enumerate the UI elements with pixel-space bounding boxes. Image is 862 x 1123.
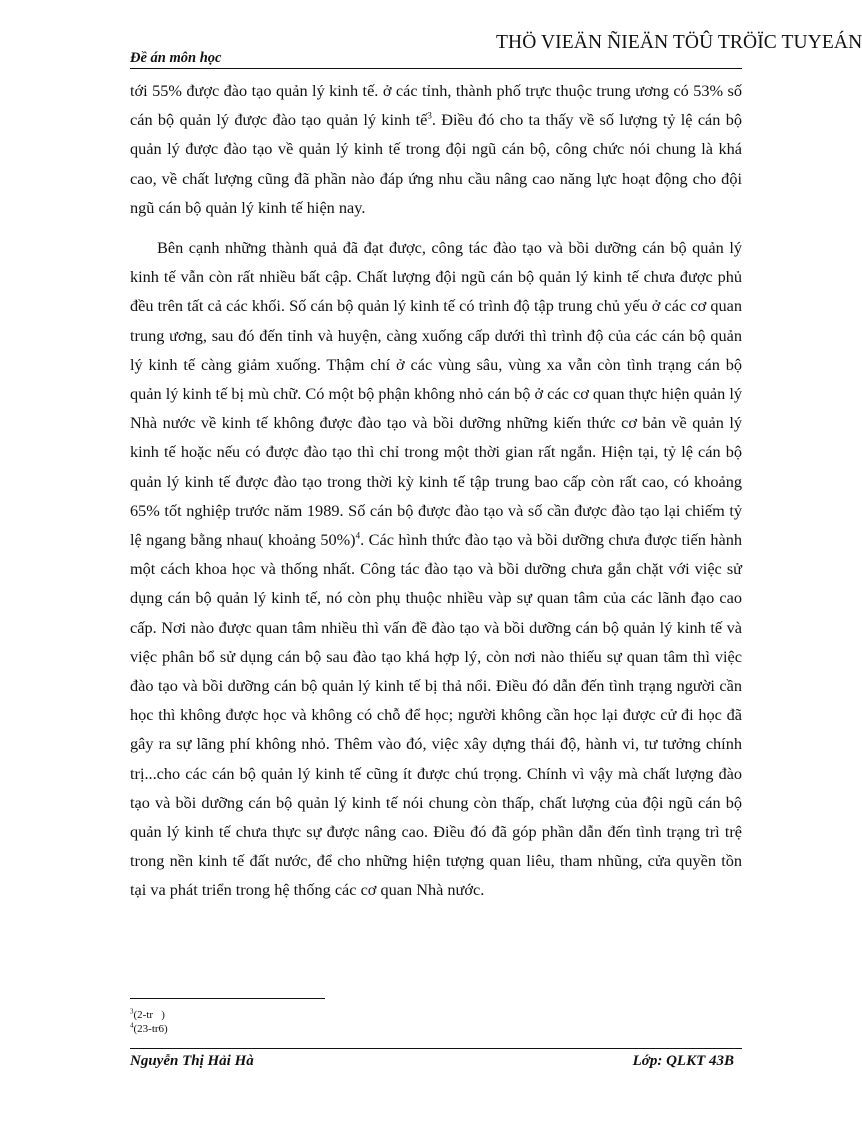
header-divider — [130, 68, 742, 69]
footer-author: Nguyễn Thị Hải Hà — [130, 1053, 254, 1069]
footnote-divider — [130, 998, 325, 999]
paragraph-1 — [130, 76, 742, 222]
footnote-mark: 4 — [130, 1021, 134, 1030]
footnote-item — [130, 1008, 168, 1022]
footnote-text: (23-tr6) — [133, 1023, 168, 1035]
watermark-text: THÖ VIEÄN ÑIEÄN TÖÛ TRÖÏC TUYEÁN — [496, 32, 862, 53]
footnote-item — [130, 1022, 168, 1036]
footer-divider — [130, 1048, 742, 1049]
paragraph-2 — [130, 233, 742, 905]
paragraph-2-text: Bên cạnh những thành quả đã đạt được, công tác đào tạo và bồi dưỡng cán bộ quản lý kinh tế vẫn còn rất nhiều bất cập. Chất lượng đội ngũ cán bộ quản lý kinh tế chưa được phủ đều trên tất cả các khối. Số cán bộ quản lý kinh tế có trình độ tập trung chủ yếu ở các cơ quan trung ương, sau đó đến tỉnh và huyện, càng xuống cấp dưới thì trình độ của các cán bộ quản lý kinh tế càng giảm xuống. Thậm chí ở các vùng sâu, vùng xa vẫn còn tình trạng cán bộ quản lý kinh tế bị mù chữ. Có một bộ phận không nhỏ cán bộ ở các cơ quan thực hiện quản lý Nhà nước về kinh tế không được đào tạo và bồi dưỡng những kiến thức cơ bản về quản lý kinh tế hoặc nếu có được đào tạo thì chỉ trong một thời gian rất ngắn. Hiện tại, tỷ lệ cán bộ quản lý kinh tế được đào tạo trong thời kỳ kinh tế tập trung bao cấp còn rất cao, có khoảng 65% tốt nghiệp trước năm 1989. Số cán bộ được đào tạo và số cần được đào tạo lại chiếm tỷ lệ ngang bằng nhau( khoảng 50%) — [130, 238, 742, 550]
paragraph-2-text-cont: . Các hình thức đào tạo và bồi dưỡng chưa được tiến hành một cách khoa học và thống nhất. Công tác đào tạo và bồi dưỡng chưa gắn chặt với việc sử dụng cán bộ quản lý kinh tế, nó còn phụ thuộc nhiều vàp sự quan tâm của các lãnh đạo cao cấp. Nơi nào được quan tâm nhiều thì vấn đề đào tạo và bồi dưỡng cán bộ quản lý kinh tế và việc phân bổ sử dụng cán bộ sau đào tạo khá hợp lý, còn nơi nào thiếu sự quan tâm thì việc đào tạo và bồi dưỡng cán bộ quản lý kinh tế bị thả nổi. Điều đó dẫn đến tình trạng người cần học thì không được học và không có chỗ để học; người không cần học lại được cử đi học đã gây ra sự lãng phí không nhỏ. Thêm vào đó, việc xây dựng thái độ, hành vi, tư tưởng chính trị...cho các cán bộ quản lý kinh tế cũng ít được chú trọng. Chính vì vậy mà chất lượng đào tạo và bồi dưỡng cán bộ quản lý kinh tế nói chung còn thấp, chất lượng của đội ngũ cán bộ quản lý kinh tế chưa thực sự được nâng cao. Điều đó đã góp phần dẫn đến tình trạng trì trệ trong nền kinh tế đất nước, để cho những hiện tượng quan liêu, tham nhũng, cửa quyền tồn tại va phát triển trong hệ thống các cơ quan Nhà nước. — [130, 530, 743, 900]
paragraph-1-text: tới 55% được đào tạo quản lý kinh tế. ở các tỉnh, thành phố trực thuộc trung ương có 53% số cán bộ quản lý được đào tạo quản lý kinh tế — [130, 81, 742, 130]
paragraph-1-text-cont: . Điều đó cho ta thấy về số lượng tỷ lệ cán bộ quản lý được đào tạo về quản lý kinh tế trong đội ngũ cán bộ, công chức nói chung là khá cao, về chất lượng cũng đã phần nào đáp ứng nhu cầu nâng cao năng lực hoạt động cho đội ngũ cán bộ quản lý kinh tế hiện nay. — [130, 110, 742, 217]
footer-class: Lớp: QLKT 43B — [632, 1053, 734, 1069]
footnote-mark: 3 — [130, 1007, 134, 1016]
body-text — [130, 76, 742, 905]
footnote-ref-3[interactable]: 3 — [427, 110, 432, 121]
page-header-title: Đề án môn học — [130, 50, 222, 66]
footnote-text: (2-tr ) — [133, 1009, 165, 1021]
footnote-ref-4[interactable]: 4 — [355, 530, 361, 541]
footnotes — [130, 1008, 168, 1036]
